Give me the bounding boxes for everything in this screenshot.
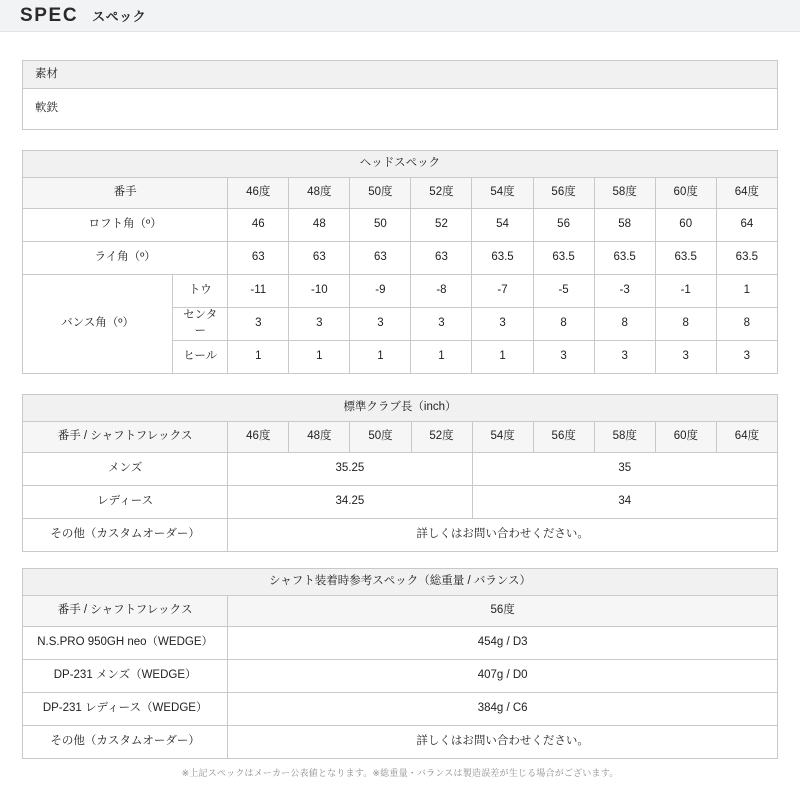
cell-value: 3 <box>533 341 594 374</box>
column-header: 48度 <box>289 422 350 453</box>
shaft-spec-table-wrapper <box>22 568 778 759</box>
table-row <box>23 242 778 275</box>
material-value-cell: 軟鉄 <box>23 89 778 130</box>
club-length-table <box>22 394 778 552</box>
cell-value: 3 <box>594 341 655 374</box>
column-header: 46度 <box>228 422 289 453</box>
column-header: 64度 <box>716 422 777 453</box>
cell-value: 50 <box>350 209 411 242</box>
cell-value: 3 <box>228 308 289 341</box>
row-label-dp231-mens: DP-231 メンズ（WEDGE） <box>23 660 228 693</box>
shaft-spec-row-label-flex: 番手 / シャフトフレックス <box>23 596 228 627</box>
cell-value-group-b: 34 <box>472 486 777 519</box>
column-header: 56度 <box>533 422 594 453</box>
column-header: 50度 <box>350 422 411 453</box>
shaft-spec-caption: シャフト装着時参考スペック（総重量 / バランス） <box>23 569 778 596</box>
cell-value: 63 <box>350 242 411 275</box>
column-header: 46度 <box>228 178 289 209</box>
table-row <box>23 660 778 693</box>
row-label-mens: メンズ <box>23 453 228 486</box>
column-header: 64度 <box>716 178 777 209</box>
cell-value: 1 <box>716 275 777 308</box>
column-header: 58度 <box>594 422 655 453</box>
cell-value: 8 <box>594 308 655 341</box>
cell-value: 63 <box>411 242 472 275</box>
head-spec-table <box>22 150 778 374</box>
column-header: 56度 <box>533 178 594 209</box>
spec-page-header <box>0 0 800 32</box>
table-row <box>23 89 778 130</box>
club-length-row-label-flex: 番手 / シャフトフレックス <box>23 422 228 453</box>
cell-value-group-a: 34.25 <box>228 486 472 519</box>
table-row <box>23 596 778 627</box>
cell-value: 8 <box>655 308 716 341</box>
row-label-custom-order: その他（カスタムオーダー） <box>23 726 228 759</box>
cell-value: 8 <box>533 308 594 341</box>
cell-value: -1 <box>655 275 716 308</box>
row-sublabel-toe: トウ <box>173 275 228 308</box>
cell-value: 60 <box>655 209 716 242</box>
club-length-table-wrapper <box>22 394 778 552</box>
table-row <box>23 395 778 422</box>
cell-value: 1 <box>228 341 289 374</box>
table-row <box>23 61 778 89</box>
head-spec-row-label-number: 番手 <box>23 178 228 209</box>
cell-value: 3 <box>655 341 716 374</box>
cell-value: 1 <box>411 341 472 374</box>
row-label-bounce: バンス角（º） <box>23 275 173 374</box>
head-spec-caption: ヘッドスペック <box>23 151 778 178</box>
table-row <box>23 569 778 596</box>
cell-value: 384g / C6 <box>228 693 778 726</box>
table-row <box>23 422 778 453</box>
cell-value: 63.5 <box>472 242 533 275</box>
cell-value-custom-order: 詳しくはお問い合わせください。 <box>228 726 778 759</box>
row-label-ladies: レディース <box>23 486 228 519</box>
cell-value: 3 <box>350 308 411 341</box>
cell-value: 1 <box>350 341 411 374</box>
cell-value: 63.5 <box>655 242 716 275</box>
cell-value: 63.5 <box>716 242 777 275</box>
row-label-custom-order: その他（カスタムオーダー） <box>23 519 228 552</box>
cell-value: 407g / D0 <box>228 660 778 693</box>
material-table-wrapper <box>22 60 778 130</box>
table-row <box>23 209 778 242</box>
cell-value-custom-order: 詳しくはお問い合わせください。 <box>228 519 778 552</box>
cell-value: 52 <box>411 209 472 242</box>
column-header: 52度 <box>411 178 472 209</box>
column-header: 48度 <box>289 178 350 209</box>
cell-value: 8 <box>716 308 777 341</box>
cell-value: 3 <box>289 308 350 341</box>
cell-value: 3 <box>716 341 777 374</box>
table-row <box>23 627 778 660</box>
table-row <box>23 726 778 759</box>
row-sublabel-heel: ヒール <box>173 341 228 374</box>
cell-value: 46 <box>228 209 289 242</box>
table-row <box>23 275 778 308</box>
cell-value: 48 <box>289 209 350 242</box>
cell-value: 58 <box>594 209 655 242</box>
cell-value: 64 <box>716 209 777 242</box>
cell-value: 63.5 <box>594 242 655 275</box>
column-header: 54度 <box>472 422 533 453</box>
row-label-loft: ロフト角（º） <box>23 209 228 242</box>
head-spec-table-wrapper <box>22 150 778 374</box>
table-row <box>23 453 778 486</box>
row-label-dp231-ladies: DP-231 レディース（WEDGE） <box>23 693 228 726</box>
cell-value: 54 <box>472 209 533 242</box>
cell-value: -7 <box>472 275 533 308</box>
shaft-spec-table <box>22 568 778 759</box>
row-label-lie: ライ角（º） <box>23 242 228 275</box>
cell-value: -10 <box>289 275 350 308</box>
cell-value: 63.5 <box>533 242 594 275</box>
table-row <box>23 486 778 519</box>
cell-value: 1 <box>289 341 350 374</box>
column-header: 60度 <box>655 178 716 209</box>
column-header: 52度 <box>411 422 472 453</box>
cell-value: -5 <box>533 275 594 308</box>
cell-value: -3 <box>594 275 655 308</box>
cell-value: 63 <box>289 242 350 275</box>
cell-value-group-b: 35 <box>472 453 777 486</box>
page-title-en: SPEC <box>20 4 79 26</box>
material-table <box>22 60 778 130</box>
row-label-nspro-950gh-neo: N.S.PRO 950GH neo（WEDGE） <box>23 627 228 660</box>
column-header: 60度 <box>655 422 716 453</box>
cell-value: 56 <box>533 209 594 242</box>
table-row <box>23 151 778 178</box>
column-header: 58度 <box>594 178 655 209</box>
cell-value: -8 <box>411 275 472 308</box>
cell-value: 454g / D3 <box>228 627 778 660</box>
column-header: 50度 <box>350 178 411 209</box>
cell-value: 3 <box>472 308 533 341</box>
cell-value: 3 <box>411 308 472 341</box>
column-header: 54度 <box>472 178 533 209</box>
material-header-cell: 素材 <box>23 61 778 89</box>
table-row <box>23 178 778 209</box>
table-row <box>23 693 778 726</box>
page-title-jp: スペック <box>92 9 147 24</box>
cell-value: -11 <box>228 275 289 308</box>
cell-value: 63 <box>228 242 289 275</box>
table-row <box>23 519 778 552</box>
column-header: 56度 <box>228 596 778 627</box>
cell-value: 1 <box>472 341 533 374</box>
spec-footnote: ※上記スペックはメーカー公表値となります。※総重量・バランスは製造誤差が生じる場合がございます。 <box>181 768 619 778</box>
row-sublabel-center: センター <box>173 308 228 341</box>
cell-value-group-a: 35.25 <box>228 453 472 486</box>
club-length-caption: 標準クラブ長（inch） <box>23 395 778 422</box>
cell-value: -9 <box>350 275 411 308</box>
